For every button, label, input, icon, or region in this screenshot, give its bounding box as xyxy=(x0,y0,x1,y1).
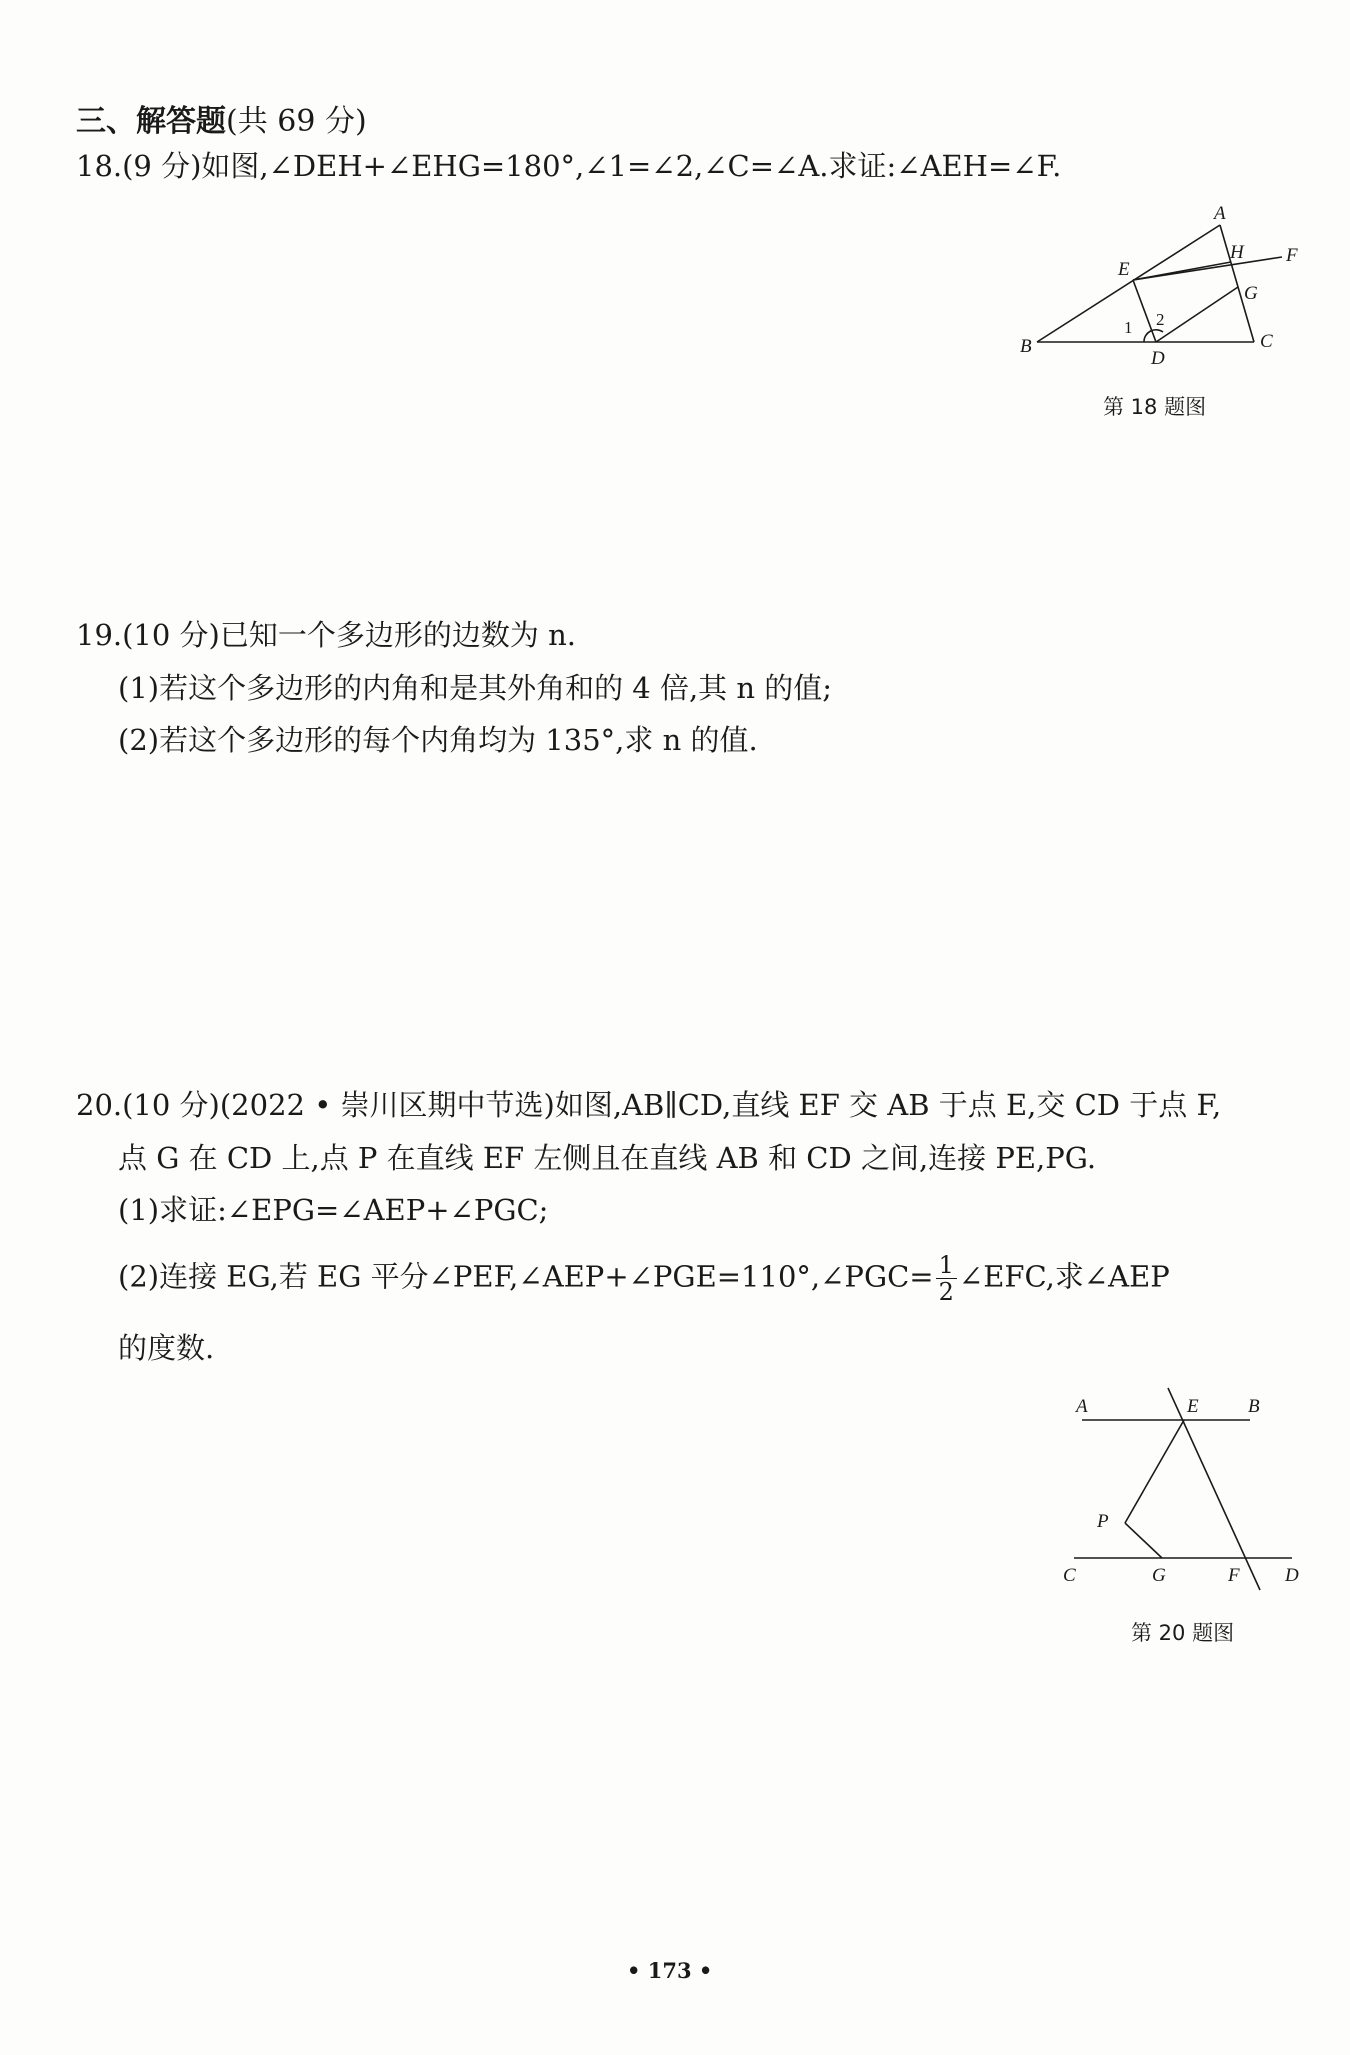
q20-label-d: D xyxy=(1285,1565,1299,1586)
q20-label-f: F xyxy=(1228,1565,1240,1586)
q19-stem: 19.(10 分)已知一个多边形的边数为 n. xyxy=(76,618,576,652)
q18-line-ed xyxy=(1133,280,1156,342)
q20-line1: 20.(10 分)(2022 • 崇川区期中节选)如图,AB∥CD,直线 EF 交 AB 于点 E,交 CD 于点 F, xyxy=(76,1088,1222,1122)
q18-label-h: H xyxy=(1230,242,1244,263)
q18-label-e: E xyxy=(1118,259,1130,280)
q20-label-c: C xyxy=(1063,1565,1076,1586)
q20-line-pe xyxy=(1125,1420,1184,1523)
q20-part2-after: ∠EFC,求∠AEP xyxy=(958,1259,1170,1294)
q18-label-angle1: 1 xyxy=(1124,318,1133,337)
q18-label-c: C xyxy=(1260,331,1273,352)
q18-figure xyxy=(1010,195,1330,365)
q20-frac-denominator: 2 xyxy=(938,1278,954,1306)
q20-label-b: B xyxy=(1248,1396,1260,1417)
q20-caption: 第 20 题图 xyxy=(1131,1621,1235,1645)
q20-label-p: P xyxy=(1097,1511,1109,1532)
page-number: • 173 • xyxy=(627,1958,713,1983)
q20-part1: (1)求证:∠EPG=∠AEP+∠PGC; xyxy=(118,1193,549,1227)
q20-part2-end: 的度数. xyxy=(118,1331,215,1365)
q20-part2-before: (2)连接 EG,若 EG 平分∠PEF,∠AEP+∠PGE=110°,∠PGC= xyxy=(118,1259,934,1294)
q20-fraction-half xyxy=(936,1252,957,1305)
q18-label-b: B xyxy=(1020,336,1032,357)
q18-text: 18.(9 分)如图,∠DEH+∠EHG=180°,∠1=∠2,∠C=∠A.求证:∠AEH=∠F. xyxy=(76,149,1062,183)
q20-line-ef xyxy=(1168,1388,1260,1590)
q20-frac-numerator: 1 xyxy=(936,1252,957,1279)
q19-part1: (1)若这个多边形的内角和是其外角和的 4 倍,其 n 的值; xyxy=(118,671,833,705)
q19-part2: (2)若这个多边形的每个内角均为 135°,求 n 的值. xyxy=(118,723,758,757)
q20-label-a: A xyxy=(1076,1396,1088,1417)
section-score-note: (共 69 分) xyxy=(226,104,367,139)
q18-caption: 第 18 题图 xyxy=(1103,395,1207,419)
q20-part2 xyxy=(118,1252,1170,1305)
q20-label-e: E xyxy=(1187,1396,1199,1417)
q20-line-pg xyxy=(1125,1523,1162,1558)
q18-label-angle2: 2 xyxy=(1156,310,1165,329)
q20-label-g: G xyxy=(1152,1565,1166,1586)
q18-label-d: D xyxy=(1151,348,1165,365)
q18-label-g: G xyxy=(1244,283,1258,304)
section-heading xyxy=(76,96,367,140)
q18-line-dg xyxy=(1156,287,1238,342)
q18-label-f: F xyxy=(1286,245,1298,266)
q20-line2: 点 G 在 CD 上,点 P 在直线 EF 左侧且在直线 AB 和 CD 之间,连接 PE,PG. xyxy=(118,1141,1097,1175)
section-title: 三、解答题 xyxy=(76,104,226,139)
q18-label-a: A xyxy=(1214,203,1226,224)
q20-figure xyxy=(1060,1380,1320,1605)
